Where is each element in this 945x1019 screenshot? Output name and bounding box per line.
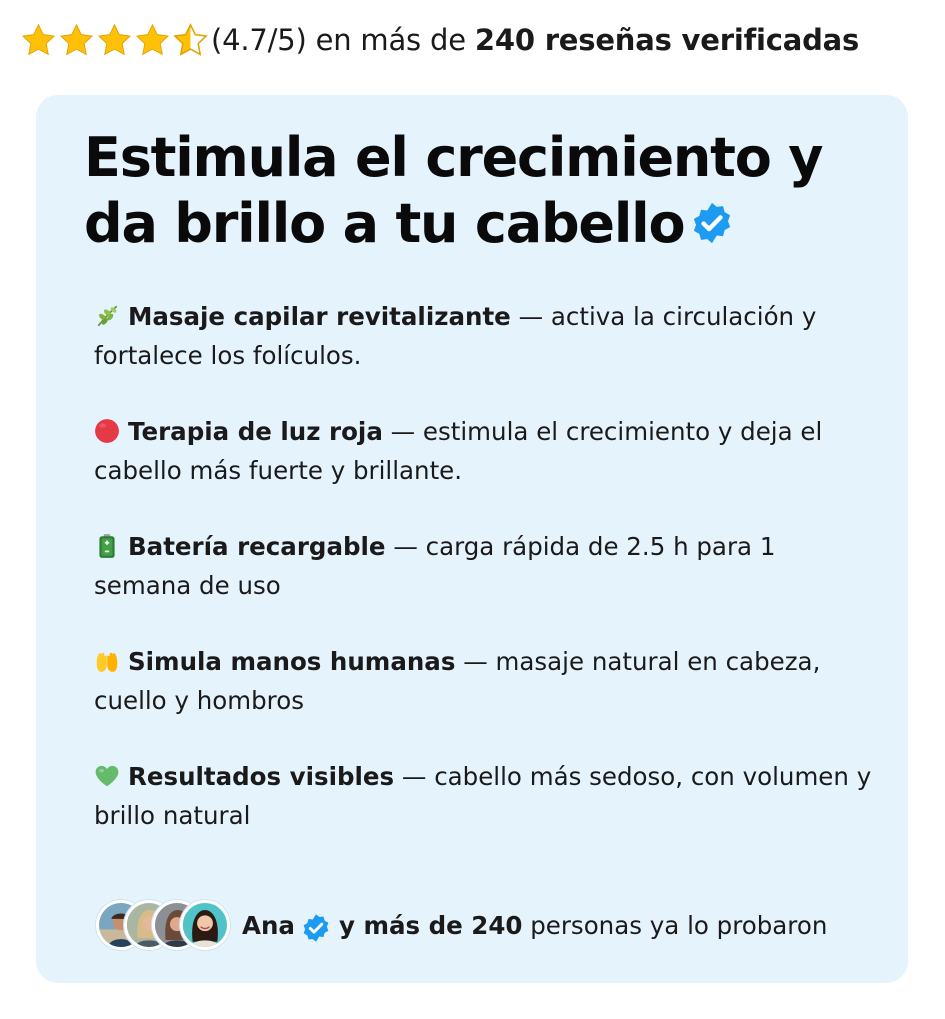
social-proof-count: y más de 240 [338,910,523,940]
herb-icon [94,303,120,329]
red-circle-icon [94,418,120,444]
feature-item [94,297,874,375]
page-title [84,125,884,257]
feature-desc: — activa la circulación y fortalece los folículos. [94,302,817,370]
feature-list [94,297,874,872]
feature-title: Simula manos humanas [128,647,456,676]
headline-text: Estimula el crecimiento y da brillo a tu cabello [84,126,823,255]
avatar-group [96,900,230,950]
feature-item [94,412,874,490]
feature-card [36,95,908,983]
feature-desc: — carga rápida de 2.5 h para 1 semana de uso [94,532,776,600]
rating-score: (4.7/5) [211,23,307,57]
social-proof-rest: personas ya lo probaron [522,910,828,940]
rating-prefix: en más de [306,23,475,57]
star-half-icon [172,22,209,59]
feature-desc: — cabello más sedoso, con volumen y brillo natural [94,762,872,830]
feature-title: Terapia de luz roja [128,417,383,446]
open-hands-icon [94,648,120,674]
star-full-icon [96,22,133,59]
star-rating [20,22,209,59]
rating-row [20,20,925,60]
star-full-icon [58,22,95,59]
social-proof-text [242,910,827,940]
battery-icon [94,533,120,559]
avatar [180,900,230,950]
feature-item [94,642,874,720]
feature-desc: — masaje natural en cabeza, cuello y hombros [94,647,821,715]
feature-item [94,527,874,605]
feature-title: Masaje capilar revitalizante [128,302,511,331]
verified-badge-icon [690,201,734,245]
feature-title: Batería recargable [128,532,386,561]
review-count: 240 reseñas verificadas [474,23,860,57]
feature-desc: — estimula el crecimiento y deja el cabello más fuerte y brillante. [94,417,823,485]
rating-summary [211,23,859,57]
green-heart-icon [94,763,120,789]
verified-badge-icon [301,913,331,943]
star-full-icon [134,22,171,59]
feature-item [94,757,874,835]
feature-title: Resultados visibles [128,762,395,791]
social-proof [96,895,896,955]
reviewer-name: Ana [242,910,295,940]
star-full-icon [20,22,57,59]
